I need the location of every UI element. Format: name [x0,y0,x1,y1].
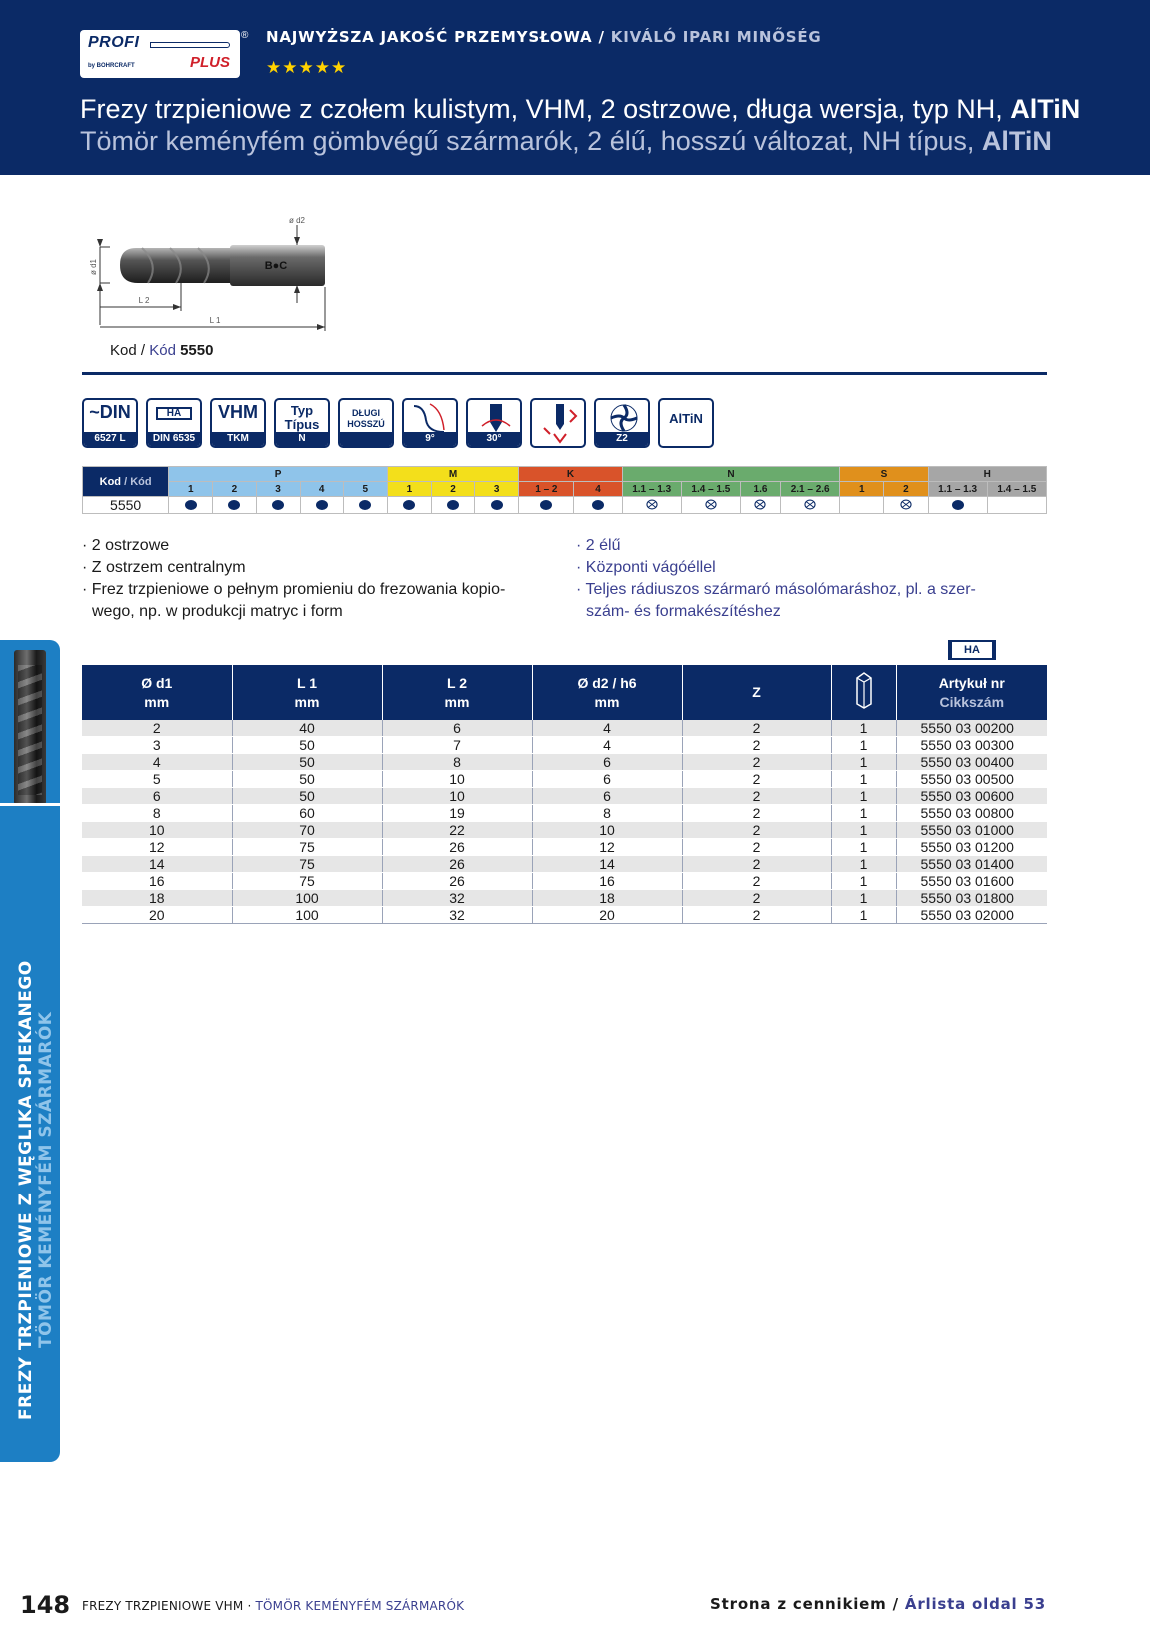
page-title-pl [80,94,1080,125]
sub-m1: 1 [387,482,431,497]
feature-hu-item: · Központi vágóéllel [576,559,716,576]
suitability-cell [781,497,840,514]
sub-k2: 4 [574,482,622,497]
sub-s2: 2 [884,482,928,497]
table-row [82,839,1047,856]
limited-suitability-icon [754,499,766,510]
group-n: N [622,467,840,482]
tool-drawing [80,215,380,345]
col-d2-unit: mm [594,693,620,710]
table-cell: 20 [82,907,232,924]
title-pl-text: Frezy trzpieniowe z czołem kulistym, VHM, 2 ostrzowe, długa wersja, typ NH, [80,94,1011,124]
table-cell: 32 [382,907,532,924]
group-p: P [169,467,388,482]
group-k: K [519,467,622,482]
table-cell: 100 [232,890,382,907]
table-cell: 4 [532,737,682,754]
full-suitability-icon [447,500,459,510]
drawing-brand: B●C [264,260,288,272]
side-tab-title-hu: TÖMÖR KEMÉNYFÉM SZÁRMARÓK [36,1011,56,1348]
icon-long-label: DŁUGI HOSSZÚ [347,408,385,429]
table-cell: 5550 03 00800 [896,805,1047,822]
limited-suitability-icon [804,499,816,510]
table-cell: 4 [532,720,682,737]
table-cell: 50 [232,737,382,754]
table-cell: 5550 03 00500 [896,771,1047,788]
table-cell: 5550 03 00400 [896,754,1047,771]
table-cell: 2 [682,822,831,839]
suitability-cell [256,497,300,514]
table-cell: 2 [682,856,831,873]
kod-pl: Kod [99,475,122,488]
table-cell: 14 [532,856,682,873]
center-cutting-icon [530,398,586,448]
table-cell: 5550 03 00600 [896,788,1047,805]
col-d1 [82,665,232,720]
logo-profi: PROFI [88,34,140,51]
rating-stars-icon: ★★★★★ [266,58,348,77]
table-cell: 1 [831,856,896,873]
full-suitability-icon [359,500,371,510]
table-cell: 2 [682,907,831,924]
suitability-cell [519,497,574,514]
table-cell: 75 [232,839,382,856]
table-cell: 19 [382,805,532,822]
table-row [82,822,1047,839]
table-cell: 26 [382,839,532,856]
table-cell: 5550 03 01600 [896,873,1047,890]
col-d2 [532,665,682,720]
sub-n1: 1.1 – 1.3 [622,482,681,497]
label-d1: ø d1 [89,258,98,276]
full-suitability-icon [185,500,197,510]
registered-mark: ® [241,30,249,41]
table-cell: 2 [682,839,831,856]
table-cell: 50 [232,788,382,805]
table-cell: 22 [382,822,532,839]
sub-p5: 5 [343,482,387,497]
group-m: M [387,467,518,482]
icon-din-sub: 6527 L [84,432,136,446]
col-article-label-hu: Cikkszám [939,693,1005,710]
col-z-label: Z [752,684,761,700]
package-box-icon [853,670,875,710]
icon-long-sub [340,432,392,446]
sub-p4: 4 [300,482,343,497]
table-cell: 1 [831,771,896,788]
full-suitability-icon [403,500,415,510]
table-row [82,907,1047,924]
table-cell: 2 [682,771,831,788]
col-d1-unit: mm [144,693,170,710]
suitability-cell [574,497,622,514]
icon-vhm-label: VHM [218,402,258,422]
table-row [82,805,1047,822]
table-row [82,754,1047,771]
page-title-hu [80,126,1052,157]
full-suitability-icon [272,500,284,510]
table-cell: 32 [382,890,532,907]
title-hu-text: Tömör keményfém gömbvégű szármarók, 2 élű, hosszú változat, NH típus, [80,126,982,156]
icon-flute-sub: Z2 [596,432,648,446]
table-cell: 1 [831,839,896,856]
table-row [82,873,1047,890]
label-l2: L 2 [138,296,150,305]
label-d2: ø d2 [288,216,306,225]
table-cell: 16 [532,873,682,890]
group-h: H [928,467,1046,482]
code-label-pl: Kod [110,342,137,359]
sub-p2: 2 [213,482,256,497]
code-value: 5550 [180,342,214,359]
suitability-cell [840,497,884,514]
features-hu [576,535,1016,623]
table-cell: 5550 03 01400 [896,856,1047,873]
material-group-row [83,467,1047,482]
table-cell: 8 [82,805,232,822]
sub-h1: 1.1 – 1.3 [928,482,987,497]
group-s: S [840,467,928,482]
icon-ha-label: HA [156,407,192,420]
table-cell: 6 [532,788,682,805]
table-cell: 10 [82,822,232,839]
table-cell: 20 [532,907,682,924]
quality-tagline [266,28,822,46]
long-version-icon [338,398,394,448]
col-pack [831,665,896,720]
quality-hu: KIVÁLÓ IPARI MINŐSÉG [610,28,822,46]
table-row [82,788,1047,805]
suitability-code: 5550 [83,497,169,514]
table-cell: 1 [831,805,896,822]
limited-suitability-icon [705,499,717,510]
col-l1-unit: mm [294,693,320,710]
table-cell: 2 [82,720,232,737]
table-cell: 14 [82,856,232,873]
sub-h2: 1.4 – 1.5 [987,482,1046,497]
sub-s1: 1 [840,482,884,497]
table-cell: 5550 03 01800 [896,890,1047,907]
table-cell: 5550 03 00200 [896,720,1047,737]
table-cell: 1 [831,737,896,754]
table-cell: 16 [82,873,232,890]
suitability-cell [387,497,431,514]
table-cell: 18 [532,890,682,907]
suitability-cell [343,497,387,514]
table-cell: 2 [682,873,831,890]
code-label-hu: Kód [149,342,176,359]
table-cell: 5550 03 01000 [896,822,1047,839]
icon-ha-sub: DIN 6535 [148,432,200,446]
table-cell: 2 [682,890,831,907]
table-cell: 2 [682,788,831,805]
side-tab-divider [0,803,60,806]
product-code-line [110,342,213,359]
table-body [82,720,1047,924]
table-row [82,890,1047,907]
table-cell: 10 [382,771,532,788]
full-suitability-icon [592,500,604,510]
table-cell: 2 [682,720,831,737]
full-suitability-icon [952,500,964,510]
suitability-cell [300,497,343,514]
sub-k1: 1 – 2 [519,482,574,497]
title-hu-coating: AlTiN [981,126,1052,156]
col-l1-label: L 1 [297,674,317,691]
col-d1-label: Ø d1 [141,674,173,691]
suitability-row [83,497,1047,514]
material-subgroup-row [83,482,1047,497]
ball-end-mill-drawing [80,215,380,345]
tool-type-icon [274,398,330,448]
footer-right [710,1595,1046,1613]
suitability-cell [928,497,987,514]
suitability-cell [740,497,780,514]
feature-pl-item: · Z ostrzem centralnym [82,559,246,576]
suitability-cell [987,497,1046,514]
coating-altin-icon [658,398,714,448]
table-row [82,771,1047,788]
kod-hu: Kód [130,475,152,488]
table-cell: 3 [82,737,232,754]
table-cell: 6 [532,771,682,788]
table-cell: 1 [831,873,896,890]
table-row [82,856,1047,873]
table-cell: 100 [232,907,382,924]
logo-by: by BOHRCRAFT [88,63,135,69]
table-row [82,720,1047,737]
icon-coating-label: AlTiN [669,411,703,426]
table-cell: 1 [831,890,896,907]
table-cell: 5550 03 02000 [896,907,1047,924]
col-z [682,665,831,720]
sub-n3: 1.6 [740,482,780,497]
table-cell: 70 [232,822,382,839]
table-cell: 5550 03 01200 [896,839,1047,856]
suitability-cell [622,497,681,514]
table-cell: 6 [82,788,232,805]
logo-plus: PLUS [189,54,230,71]
footer-left-hu: TÖMÖR KEMÉNYFÉM SZÁRMARÓK [255,1599,465,1613]
col-l2 [382,665,532,720]
suitability-cell [169,497,213,514]
table-cell: 60 [232,805,382,822]
page-number: 148 [20,1591,71,1619]
table-cell: 12 [82,839,232,856]
sub-p3: 3 [256,482,300,497]
profi-plus-logo [80,30,240,78]
side-tab-title-pl: FREZY TRZPIENIOWE Z WĘGLIKA SPIEKANEGO [16,960,36,1420]
suitability-cell [475,497,519,514]
table-cell: 50 [232,754,382,771]
end-mill-photo-icon [14,650,46,805]
col-l1 [232,665,382,720]
table-cell: 5550 03 00300 [896,737,1047,754]
header-band [0,0,1150,175]
table-cell: 1 [831,822,896,839]
table-cell: 12 [532,839,682,856]
plunge-arrows-icon [532,400,586,448]
drill-angle-icon [468,400,522,436]
icon-vhm-sub: TKM [212,432,264,446]
table-cell: 75 [232,873,382,890]
icon-din-label: ~DIN [89,402,131,422]
table-cell: 5 [82,771,232,788]
two-flute-section-icon [596,400,650,436]
suitability-cell [213,497,256,514]
kod-header [83,467,169,497]
material-suitability-table [82,466,1047,514]
feature-hu-item: · Teljes rádiuszos szármaró másolómaráshoz, pl. a szer- szám- és formakészítéshez [576,581,976,620]
section-divider [82,372,1047,375]
sub-n2: 1.4 – 1.5 [681,482,740,497]
footer-right-hu: Árlista oldal 53 [904,1595,1046,1613]
suitability-cell [884,497,928,514]
icon-type-label: Typ Típus [284,403,320,432]
features-pl [82,535,552,623]
sub-m2: 2 [432,482,475,497]
code-separator: / [136,342,150,359]
limited-suitability-icon [900,499,912,510]
footer-left-sep: · [243,1599,256,1613]
icon-helix-sub: 9° [404,432,456,446]
table-cell: 26 [382,856,532,873]
product-table [82,665,1047,924]
table-cell: 2 [682,737,831,754]
table-cell: 10 [382,788,532,805]
table-cell: 2 [682,754,831,771]
icon-type-sub: N [276,432,328,446]
col-article-label: Artykuł nr [938,674,1005,691]
table-cell: 18 [82,890,232,907]
table-cell: 2 [682,805,831,822]
quality-separator: / [592,28,611,46]
label-l1: L 1 [209,316,221,325]
quality-pl: NAJWYŻSZA JAKOŚĆ PRZEMYSŁOWA [266,28,593,46]
footer-right-pl: Strona z cennikiem [710,1595,887,1613]
table-cell: 1 [831,720,896,737]
kod-sep: / [121,475,131,488]
footer-left-pl: FREZY TRZPIENIOWE VHM [82,1599,244,1613]
suitability-cell [681,497,740,514]
helix-angle-icon [402,398,458,448]
limited-suitability-icon [646,499,658,510]
full-suitability-icon [316,500,328,510]
vhm-material-icon [210,398,266,448]
col-article [896,665,1047,720]
title-pl-coating: AlTiN [1010,94,1081,124]
sub-m3: 3 [475,482,519,497]
spec-icon-row [82,398,714,448]
full-suitability-icon [491,500,503,510]
drill-graphic-icon [150,42,230,48]
suitability-cell [432,497,475,514]
footer-left [82,1599,464,1613]
sub-n4: 2.1 – 2.6 [781,482,840,497]
full-suitability-icon [228,500,240,510]
col-l2-label: L 2 [447,674,467,691]
table-cell: 4 [82,754,232,771]
point-angle-icon [466,398,522,448]
table-cell: 1 [831,907,896,924]
helix-curve-icon [404,400,458,436]
table-row [82,737,1047,754]
col-d2-label: Ø d2 / h6 [577,674,637,691]
table-cell: 6 [532,754,682,771]
icon-angle-sub: 30° [468,432,520,446]
table-cell: 40 [232,720,382,737]
table-cell: 10 [532,822,682,839]
table-cell: 8 [532,805,682,822]
ha-shank-badge: HA [948,640,996,660]
table-cell: 75 [232,856,382,873]
table-cell: 7 [382,737,532,754]
col-l2-unit: mm [444,693,470,710]
table-cell: 1 [831,788,896,805]
flute-count-icon [594,398,650,448]
shank-ha-icon [146,398,202,448]
feature-pl-item: · Frez trzpieniowe o pełnym promieniu do frezowania kopio- wego, np. w produkcji matryc i form [82,581,506,620]
table-cell: 50 [232,771,382,788]
table-header-row [82,665,1047,720]
table-cell: 8 [382,754,532,771]
table-cell: 26 [382,873,532,890]
footer-right-sep: / [886,1595,905,1613]
din-6527-icon [82,398,138,448]
table-cell: 6 [382,720,532,737]
full-suitability-icon [540,500,552,510]
feature-pl-item: · 2 ostrzowe [82,537,170,554]
feature-hu-item: · 2 élű [576,537,621,554]
sub-p1: 1 [169,482,213,497]
table-cell: 1 [831,754,896,771]
